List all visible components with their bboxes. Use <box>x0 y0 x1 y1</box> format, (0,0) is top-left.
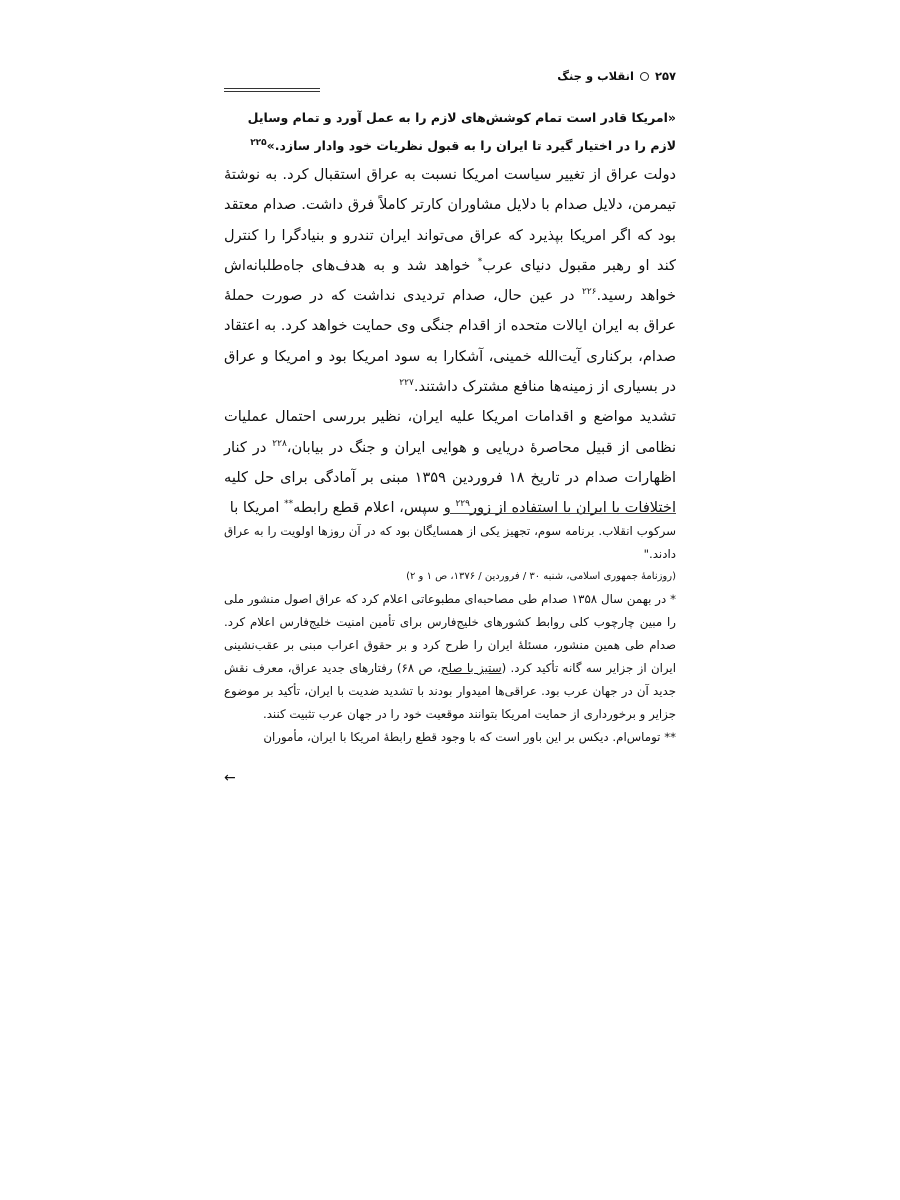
circle-separator-icon <box>640 72 649 81</box>
footnote-star <box>224 588 676 726</box>
footnote-mark: * <box>477 257 483 268</box>
text-span: خواهد شد و به هدف‌های جاه‌طلبانه‌اش خواهد رسید. <box>224 256 676 305</box>
header-rule <box>224 88 320 94</box>
block-quote <box>224 104 676 160</box>
text-span: * در بهمن سال ۱۳۵۸ صدام طی مصاحبه‌ای مطبوعاتی اعلام کرد که عراق اصول منشور ملی را مبین چارچوب کلی روابط کشورهای خلیج‌فارس برای تأمین امنیت خلیج‌فارس اعلام کرد. صدام طی همین منشور، مسئلهٔ ایران را طرح کرد و بر حقوق اعراب مبنی بر عقب‌نشینی ایران از جزایر سه گانه تأکید کرد. ( <box>224 592 676 675</box>
quote-text: «امریکا قادر است تمام کوشش‌های لازم را به عمل آورد و تمام وسایل لازم را در اختیار گیرد تا ایران را به قبول نظریات خود وادار سازد.» <box>247 110 676 153</box>
footnote-double-star: ** توماس‌ام. دیکس بر این باور است که با وجود قطع رابطهٔ امریکا با ایران، مأموران <box>263 730 676 744</box>
text-span: امریکا با <box>229 499 285 517</box>
footnote-ref: ۲۲۷ <box>399 378 414 389</box>
running-header <box>224 68 676 84</box>
text-span: در عین حال، صدام تردیدی نداشت که در صورت حملهٔ عراق به ایران ایالات متحده از اقدام جنگی وی حمایت خواهد کرد. به اعتقاد صدام، برکناری آیت‌الله خمینی، آشکارا به سود امریکا بود و امریکا و عراق در بسیاری از زمینه‌ها منافع مشترک داشتند. <box>224 287 676 396</box>
footnote-ref: ۲۲۹ <box>455 499 470 510</box>
paragraph <box>224 402 676 523</box>
footnote-continued: سرکوب انقلاب. برنامه سوم، تجهیز یکی از همسایگان بود که در آن روزها اولویت را به عراق دادند." <box>224 524 676 561</box>
paragraph <box>224 160 676 402</box>
footnote-source: (روزنامهٔ جمهوری اسلامی، شنبه ۳۰ / فروردین / ۱۳۷۶، ص ۱ و ۲) <box>406 571 676 582</box>
text-span: در کنار اظهارات صدام در تاریخ ۱۸ فروردین ۱۳۵۹ مبنی بر آمادگی برای حل کلیه اختلافات با ایران با استفاده از زور <box>224 438 677 517</box>
footnote-ref: ۲۲۶ <box>582 287 597 298</box>
page-number: ۲۵۷ <box>654 69 676 83</box>
footnotes <box>224 520 676 749</box>
footnote-ref: ۲۲۵ <box>250 137 267 148</box>
running-title: انقلاب و جنگ <box>557 69 634 83</box>
text-span: و سپس، اعلام قطع رابطه <box>293 499 456 517</box>
text-span: دولت عراق از تغییر سیاست امریکا نسبت به عراق استقبال کرد. به نوشتهٔ تیمرمن، دلایل صدام با دلایل مشاوران کارتر کاملاً فرق داشت. صدام معتقد بود که اگر امریکا بپذیرد که عراق می‌تواند ایران تندرو و بنیادگرا را کنترل کند او رهبر مقبول دنیای عرب <box>224 166 677 274</box>
book-title-ref: ستیز با صلح <box>440 661 502 675</box>
text-span: ، ص ۶۸) رفتارهای جدید عراق، معرف نقش جدید آن در جهان عرب بود. عراقی‌ها امیدوار بودند با تشدید ضدیت با ایران، تأکید بر موضوع جزایر و برخورداری از حمایت امریکا بتوانند موقعیت خود را در جهان عرب تثبیت کنند. <box>224 661 676 721</box>
arrow-left-icon: ← <box>224 770 236 786</box>
main-text <box>224 160 676 524</box>
footnote-mark: ** <box>284 499 294 510</box>
footnote-ref: ۲۲۸ <box>272 438 287 449</box>
footnote-separator <box>450 513 676 514</box>
text-span: تشدید مواضع و اقدامات امریکا علیه ایران، نظیر بررسی احتمال عملیات نظامی از قبیل محاصرهٔ دریایی و هوایی ایران و جنگ در بیابان، <box>224 408 677 456</box>
